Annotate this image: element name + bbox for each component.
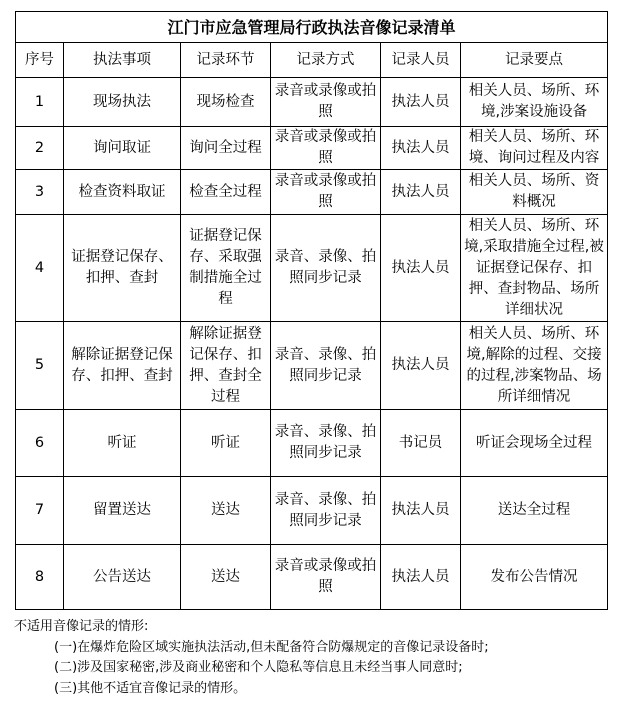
row-points: 听证会现场全过程 <box>461 410 608 477</box>
table-title: 江门市应急管理局行政执法音像记录清单 <box>16 12 608 43</box>
row-method: 录音、录像、拍照同步记录 <box>271 215 381 322</box>
row-stage-text: 解除证据登记保存、扣押、查封全过程 <box>189 325 262 405</box>
row-points: 相关人员、场所、环境、询问过程及内容 <box>461 127 608 170</box>
row-stage: 听证 <box>181 410 271 477</box>
header-recorder: 记录人员 <box>381 43 461 78</box>
row-item: 公告送达 <box>64 545 181 610</box>
row-no: 5 <box>16 322 64 410</box>
row-recorder: 执法人员 <box>381 170 461 215</box>
note-item: (三)其他不适宜音像记录的情形。 <box>54 680 247 696</box>
row-no: 7 <box>16 477 64 545</box>
row-recorder: 执法人员 <box>381 545 461 610</box>
row-item: 现场执法 <box>64 78 181 127</box>
record-table <box>15 11 608 610</box>
row-stage: 证据登记保存、采取强制措施全过程 <box>181 215 271 322</box>
row-method: 录音或录像或拍照 <box>271 127 381 170</box>
header-no: 序号 <box>16 43 64 78</box>
table-row <box>16 215 608 322</box>
row-item: 证据登记保存、扣押、查封 <box>64 215 181 322</box>
row-stage: 送达 <box>181 545 271 610</box>
table-row <box>16 410 608 477</box>
row-method: 录音或录像或拍照 <box>271 78 381 127</box>
table-row <box>16 545 608 610</box>
row-item: 询问取证 <box>64 127 181 170</box>
row-method: 录音、录像、拍照同步记录 <box>271 477 381 545</box>
row-no: 4 <box>16 215 64 322</box>
header-item: 执法事项 <box>64 43 181 78</box>
row-no: 1 <box>16 78 64 127</box>
row-item: 检查资料取证 <box>64 170 181 215</box>
note-item: (一)在爆炸危险区域实施执法活动,但未配备符合防爆规定的音像记录设备时; <box>54 639 489 655</box>
row-no: 3 <box>16 170 64 215</box>
row-points: 发布公告情况 <box>461 545 608 610</box>
notes-section <box>14 617 614 699</box>
row-recorder: 执法人员 <box>381 215 461 322</box>
row-stage: 送达 <box>181 477 271 545</box>
row-stage: 现场检查 <box>181 78 271 127</box>
table-row <box>16 170 608 215</box>
row-method: 录音或录像或拍照 <box>271 545 381 610</box>
row-method: 录音、录像、拍照同步记录 <box>271 322 381 410</box>
row-stage: 检查全过程 <box>181 170 271 215</box>
row-points: 相关人员、场所、环境,涉案设施设备 <box>461 78 608 127</box>
row-method: 录音、录像、拍照同步记录 <box>271 410 381 477</box>
row-points: 相关人员、场所、环境,解除的过程、交接的过程,涉案物品、场所详细情况 <box>461 322 608 410</box>
row-stage: 询问全过程 <box>181 127 271 170</box>
row-no: 2 <box>16 127 64 170</box>
header-row <box>16 43 608 78</box>
table-row <box>16 322 608 410</box>
header-stage: 记录环节 <box>181 43 271 78</box>
row-item: 解除证据登记保存、扣押、查封 <box>64 322 181 410</box>
row-item: 留置送达 <box>64 477 181 545</box>
row-item: 听证 <box>64 410 181 477</box>
table-row <box>16 477 608 545</box>
row-no: 6 <box>16 410 64 477</box>
row-points: 相关人员、场所、资料概况 <box>461 170 608 215</box>
row-recorder: 书记员 <box>381 410 461 477</box>
row-points: 送达全过程 <box>461 477 608 545</box>
table-row <box>16 78 608 127</box>
header-points: 记录要点 <box>461 43 608 78</box>
row-method: 录音或录像或拍照 <box>271 170 381 215</box>
note-item: (二)涉及国家秘密,涉及商业秘密和个人隐私等信息且未经当事人同意时; <box>54 660 463 675</box>
header-method: 记录方式 <box>271 43 381 78</box>
row-recorder: 执法人员 <box>381 78 461 127</box>
row-points: 相关人员、场所、环境,采取措施全过程,被证据登记保存、扣押、查封物品、场所详细状况 <box>461 215 608 322</box>
table-row <box>16 127 608 170</box>
row-recorder: 执法人员 <box>381 477 461 545</box>
row-stage <box>181 322 271 410</box>
row-recorder: 执法人员 <box>381 322 461 410</box>
row-no: 8 <box>16 545 64 610</box>
row-recorder: 执法人员 <box>381 127 461 170</box>
notes-heading: 不适用音像记录的情形: <box>14 619 149 634</box>
